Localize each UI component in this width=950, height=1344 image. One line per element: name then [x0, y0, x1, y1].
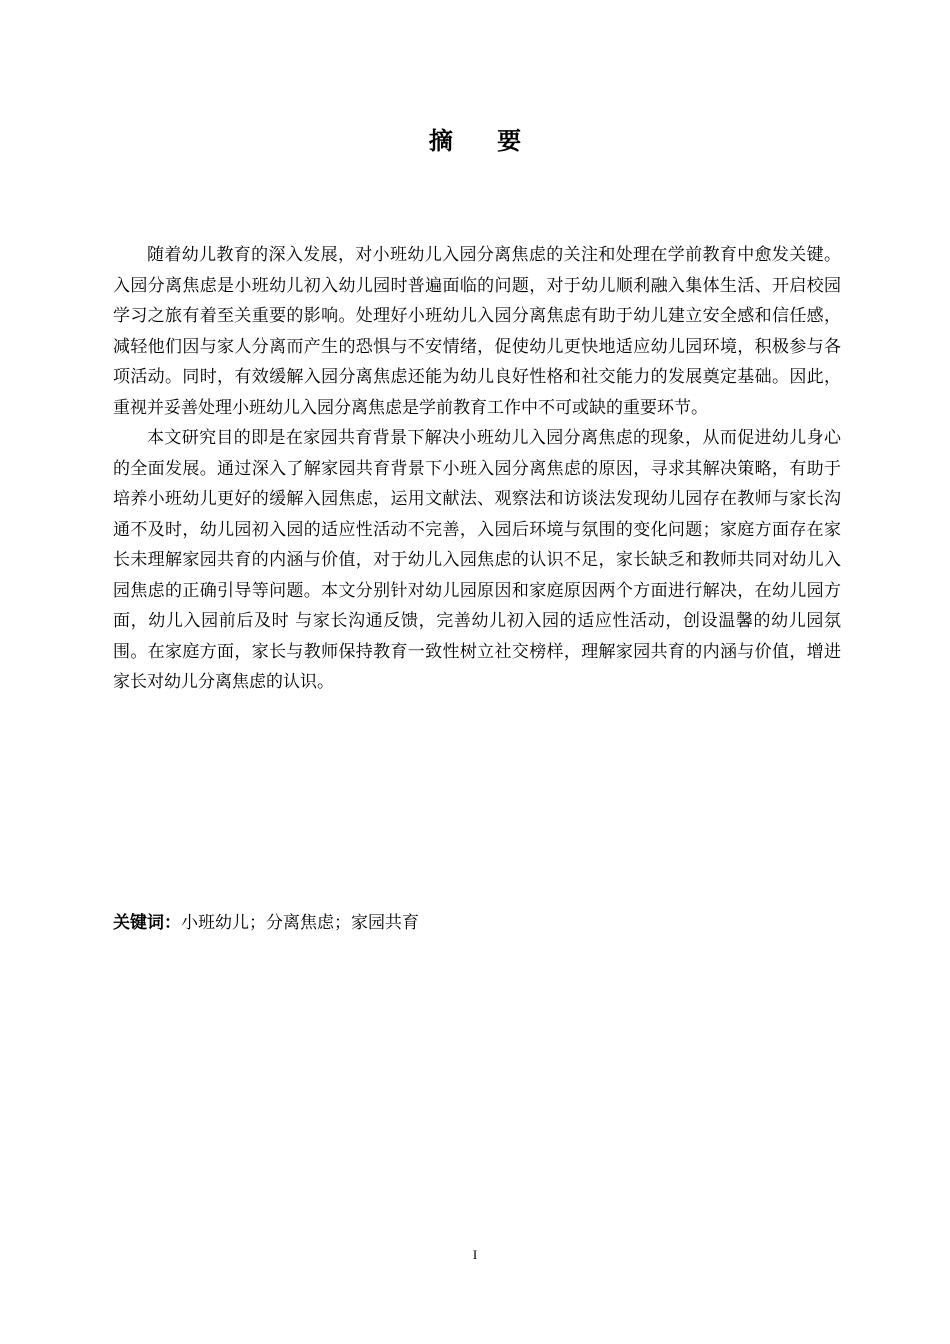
page-number: I	[472, 1247, 478, 1262]
keywords-text: 小班幼儿；分离焦虑；家园共育	[181, 913, 419, 933]
abstract-paragraph-1: 随着幼儿教育的深入发展，对小班幼儿入园分离焦虑的关注和处理在学前教育中愈发关键。入园分离焦虑是小班幼儿初入幼儿园时普遍面临的问题，对于幼儿顺利融入集体生活、开启校园学习之旅有着至关重要的影响。处理好小班幼儿入园分离焦虑有助于幼儿建立安全感和信任感，减轻他们因与家人分离而产生的恐惧与不安情绪，促使幼儿更快地适应幼儿园环境，积极参与各项活动。同时，有效缓解入园分离焦虑还能为幼儿良好性格和社交能力的发展奠定基础。因此，重视并妥善处理小班幼儿入园分离焦虑是学前教育工作中不可或缺的重要环节。	[113, 245, 841, 418]
abstract-paragraph-2: 本文研究目的即是在家园共育背景下解决小班幼儿入园分离焦虑的现象，从而促进幼儿身心的全面发展。通过深入了解家园共育背景下小班入园分离焦虑的原因，寻求其解决策略，有助于培养小班幼儿更好的缓解入园焦虑，运用文献法、观察法和访谈法发现幼儿园存在教师与家长沟通不及时，幼儿园初入园的适应性活动不完善，入园后环境与氛围的变化问题；家庭方面存在家长未理解家园共育的内涵与价值，对于幼儿入园焦虑的认识不足，家长缺乏和教师共同对幼儿入园焦虑的正确引导等问题。本文分别针对幼儿园原因和家庭原因两个方面进行解决，在幼儿园方面，幼儿入园前后及时 与家长沟通反馈，完善幼儿初入园的适应性活动，创设温馨的幼儿园氛围。在家庭方面，家长与教师保持教育一致性树立社交榜样，理解家园共育的内涵与价值，增进家长对幼儿分离焦虑的认识。	[113, 428, 841, 692]
abstract-body	[113, 240, 841, 698]
page-title: 摘 要	[428, 127, 540, 155]
keywords-label: 关键词：	[113, 913, 181, 933]
keywords-line	[113, 908, 841, 938]
